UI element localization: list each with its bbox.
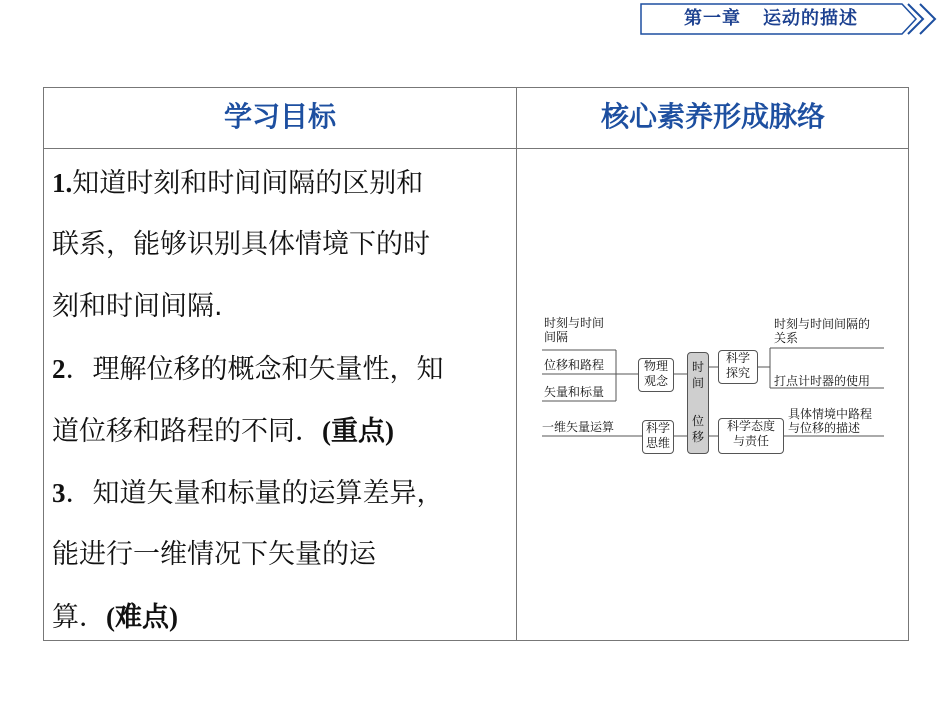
header-divider (44, 148, 908, 149)
chapter-label (640, 3, 902, 35)
header-learning-goals: 学习目标 (223, 100, 336, 133)
goal-line: 能进行一维情况下矢量的运 (52, 539, 376, 570)
mm-right-item-timer: 打点计时器的使用 (774, 374, 871, 388)
mm-left-item-1d-vector: 一维矢量运算 (542, 420, 615, 434)
goal-line: 算．(难点) (52, 602, 178, 633)
goal-line: 联系，能够识别具体情境下的时 (52, 229, 430, 260)
mm-left-item-vector: 矢量和标量 (544, 385, 605, 399)
mm-box-physics-concept: 物理 观念 (638, 358, 674, 392)
mm-left-item-displacement: 位移和路程 (544, 358, 605, 372)
mm-center-time-displacement: 时 间 位 移 (687, 352, 709, 454)
key-point-tag: (重点) (322, 416, 394, 446)
mm-box-scientific-thinking: 科学 思维 (642, 420, 674, 454)
mm-right-item-relation: 时刻与时间间隔的 关系 (774, 317, 871, 345)
header-core-literacy: 核心素养形成脉络 (600, 100, 825, 133)
learning-goals-text (52, 152, 512, 648)
chapter-title: 运动的描述 (763, 8, 858, 29)
goal-line: 刻和时间间隔. (52, 291, 223, 322)
chapter-tag (640, 3, 945, 35)
goal-line: 2．理解位移的概念和矢量性，知 (52, 354, 444, 385)
goal-line: 3．知道矢量和标量的运算差异， (52, 478, 444, 509)
goal-line: 道位移和路程的不同．(重点) (52, 416, 394, 447)
mm-left-item-time: 时刻与时间 间隔 (544, 316, 605, 344)
column-divider (516, 88, 517, 640)
mm-box-scientific-attitude: 科学态度 与责任 (718, 418, 784, 454)
difficult-point-tag: (难点) (106, 602, 178, 632)
mm-box-scientific-inquiry: 科学 探究 (718, 350, 758, 384)
literacy-mind-map (540, 312, 890, 462)
goal-line: 1.知道时刻和时间间隔的区别和 (52, 168, 424, 199)
chapter-number: 第一章 (684, 8, 741, 29)
mm-right-item-description: 具体情境中路程 与位移的描述 (788, 407, 873, 435)
